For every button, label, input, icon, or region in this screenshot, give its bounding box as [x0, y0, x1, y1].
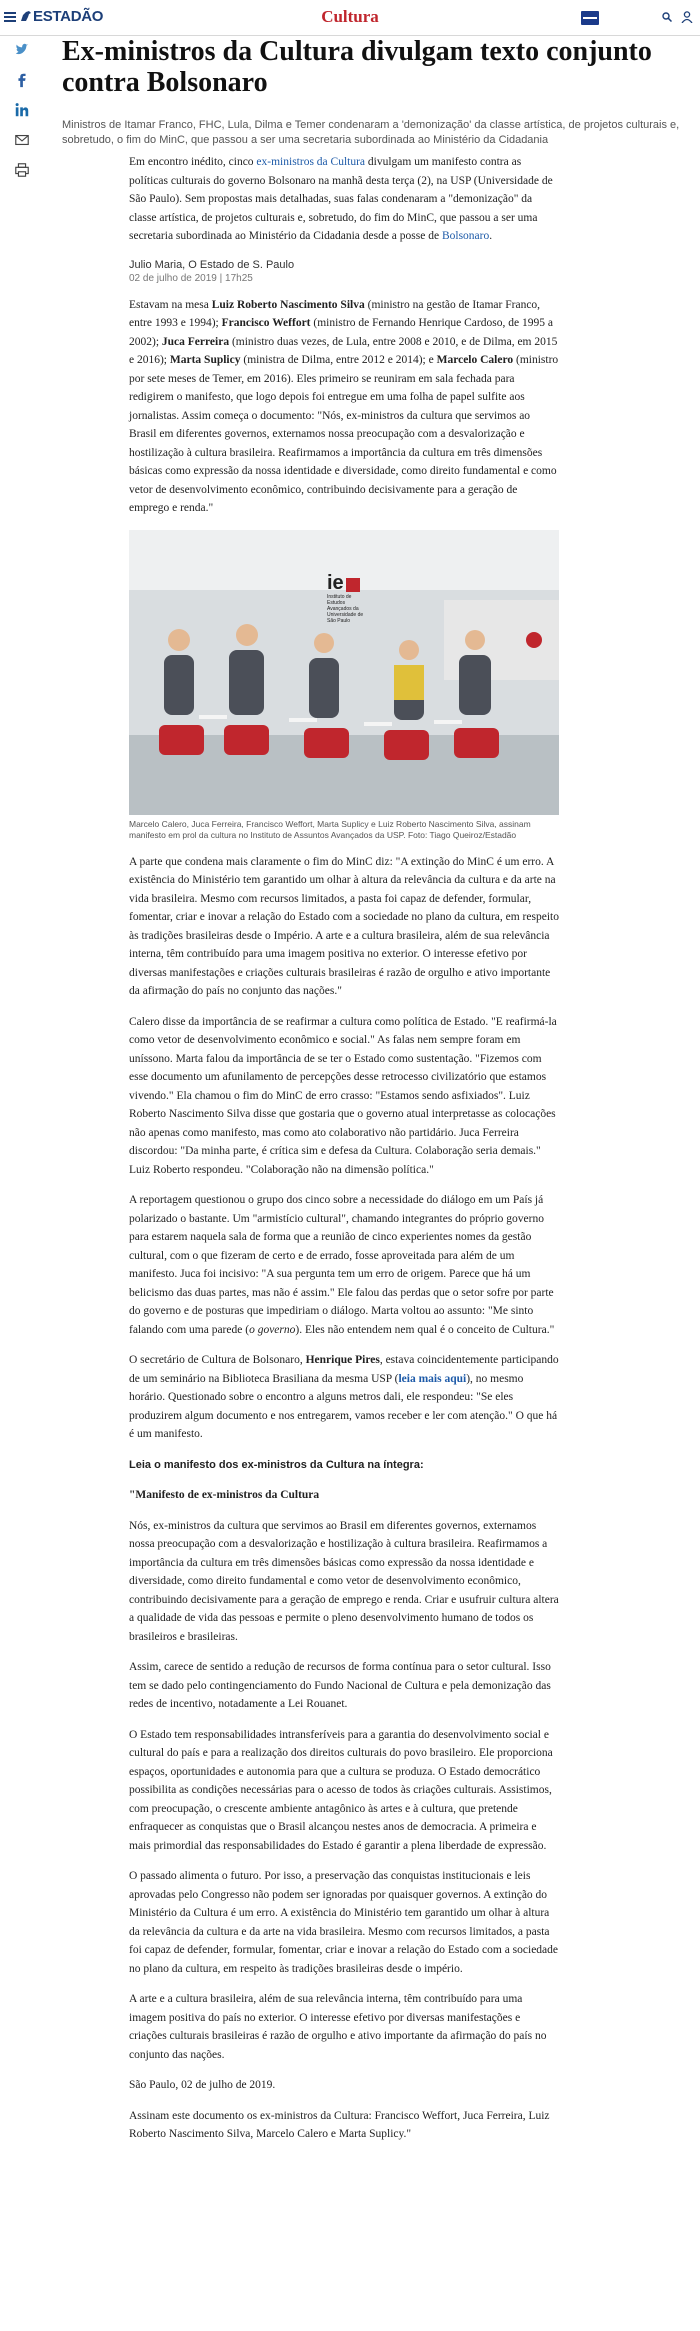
zeiss-ad-logo[interactable] [581, 11, 599, 25]
photo-caption: Marcelo Calero, Juca Ferreira, Francisco Weffort, Marta Suplicy e Luiz Roberto Nascimento Silva, assinam manifesto em prol da cultura no Instituto de Assuntos Avançados da USP. Foto: Tiago Queiroz/Estadão [129, 818, 531, 840]
article-title: Ex-ministros da Cultura divulgam texto conjunto contra Bolsonaro [62, 36, 652, 98]
logo-text: ESTADÃO [33, 8, 104, 25]
name-calero: Marcelo Calero [436, 354, 514, 366]
link-bolsonaro[interactable]: Bolsonaro [441, 230, 490, 242]
facebook-icon[interactable] [14, 72, 32, 90]
paragraph-3: Calero disse da importância de se reafirmar a cultura como política de Estado. "E reafirmá-la como vetor de desenvolvimento econômico e social." As falas nem sempre foram em uníssono. Marta falou da importância de se ter o Estado como sustentação. "Fizemos com esse documento um afunilamento de percepções desse retrocesso civilizatório que estamos vivendo." Ela chamou o fim do MinC de erro crasso: "Estamos sendo asfixiados". Luiz Roberto Nascimento Silva disse que gostaria que o governo atual interpretasse as colocações não apenas como manifesto, mas como ato colaborativo não partidário. Juca Ferreira discordou: "Da minha parte, é crítica sim e defesa da Cultura. Colaboração seria demais." Luiz Roberto respondeu. "Colaboração não na dimensão política." [129, 1015, 557, 1176]
text: (ministro por sete meses de Temer, em 2016). Eles primeiro se reuniram em sala fechada para redigirem o manifesto, que logo depois foi entregue em uma folha de papel sulfite aos jornalistas. Assim começa o documento: "Nós, ex-ministros da cultura que servimos ao Brasil em diferentes governos, externamos nossa preocupação com a desvalorização e hostilização à cultura brasileira. Reafirmamos a importância da cultura em três dimensões básicas como expressão da nossa identidade e diversidade, como direito fundamental e como vetor de desenvolvimento econômico, contribuindo decisivamente para a geração de emprego e renda." [129, 354, 559, 514]
text: O secretário de Cultura de Bolsonaro, [129, 1354, 306, 1366]
manifest-paragraph-3: O Estado tem responsabilidades intransferíveis para a garantia do desenvolvimento social e cultural do país e para a realização dos direitos culturais do povo brasileiro. Ele proporciona espaços, oportunidades e autonomia para que a cultura se produza. O Estado democrático possibilita as condições necessárias para o acesso de todos às criações culturais. Assistimos, com preocupação, o crescente ambiente antagônico às artes e à cultura, que pretende enfraquecer as conquistas que o Brasil alcançou nestes anos de democracia. A primeira e mais primordial das responsabilidades do Estado é garantir a plena liberdade de expressão. [129, 1728, 553, 1852]
article-subtitle: Ministros de Itamar Franco, FHC, Lula, Dilma e Temer condenaram a 'demonização' da classe artística, de projetos culturais e, sobretudo, o fim do MinC, que passou a ser uma secretaria subordinada ao Ministério da Cidadania [62, 119, 680, 146]
manifest-heading: Leia o manifesto dos ex-ministros da Cultura na íntegra: [129, 1458, 424, 1471]
name-weffort: Francisco Weffort [221, 317, 311, 329]
name-luiz-roberto: Luiz Roberto Nascimento Silva [211, 298, 365, 311]
byline: Julio Maria, O Estado de S. Paulo [129, 258, 295, 271]
twitter-icon[interactable] [14, 42, 32, 60]
user-icon[interactable] [681, 11, 693, 23]
text: (ministro duas vezes, de Lula, entre 2008 e 2010, e de Dilma, em 2015 e 2016); [129, 335, 558, 366]
text: A reportagem questionou o grupo dos cinco sobre a necessidade do diálogo em um País já polarizado o bastante. Um "armistício cultural", chamando integrantes do próprio governo para estarem naquela sala de forma que a reunião de cinco experientes nomes da gestão cultural, com o que fizeram de certo e de errado, fosse aproveitada para além de um manifesto. Juca foi incisivo: "A sua pergunta tem um erro de origem. Parece que há um belicismo das duas partes, mas não é assim." Ele falou das perdas que o setor sofre por parte do governo e de posturas que impediriam o diálogo. Marta voltou ao assunto: "Me sinto falando com uma parede ( [129, 1194, 554, 1336]
share-bar [14, 42, 36, 192]
manifest-paragraph-2: Assim, carece de sentido a redução de recursos de forma contínua para o setor cultural. Isso tem se dado pelo contingenciamento do Fundo Nacional de Cultura e pela demonização das redes de incentivo, notadamente a Lei Rouanet. [129, 1661, 551, 1710]
text: , estava coincidentemente participando de um seminário na Biblioteca Brasiliana da mesma USP ( [129, 1354, 559, 1385]
article-photo[interactable] [129, 530, 559, 815]
manifest-signatures: Assinam este documento os ex-ministros da Cultura: Francisco Weffort, Juca Ferreira, Luiz Roberto Nascimento Silva, Marcelo Calero e Marta Suplicy." [129, 2109, 550, 2140]
text: (ministra de Dilma, entre 2012 e 2014); e [240, 354, 437, 366]
print-icon[interactable] [14, 162, 32, 180]
manifest-place-date: São Paulo, 02 de julho de 2019. [129, 2079, 276, 2091]
lead-text-1: Em encontro inédito, cinco [129, 156, 257, 168]
link-leia-mais[interactable]: leia mais aqui [398, 1372, 467, 1385]
photo-sign [327, 572, 397, 624]
publish-date: 02 de julho de 2019 | 17h25 [129, 272, 253, 284]
paragraph-2: A parte que condena mais claramente o fim do MinC diz: "A extinção do MinC é um erro. A existência do Ministério tem garantido um olhar à altura da relevância da cultura e da arte na vida brasileira. Mesmo com recursos limitados, a pasta foi capaz de defender, formular, fomentar, criar e inovar a relação do Estado com a sociedade no plano da cultura, em respeito às tradições brasileiras desde o Império. A arte e a cultura brasileira, além de sua relevância interna, têm contribuído para uma imagem positiva no exterior. O interesse efetivo por diversas manifestações e criações culturais brasileiras é razão de orgulho e ativo importante da afirmação do país no conjunto das nações." [129, 855, 559, 997]
text: Estavam na mesa [129, 298, 212, 311]
text: ). Eles não entendem nem qual é o conceito de Cultura." [295, 1323, 555, 1336]
paragraph-4 [129, 1191, 559, 1339]
photo-sign-text: Instituto de Estudos Avançados da Universidade de São Paulo [327, 593, 364, 624]
paragraph-1 [129, 296, 559, 518]
manifest-title: "Manifesto de ex-ministros da Cultura [129, 1489, 320, 1501]
email-icon[interactable] [14, 132, 32, 150]
name-marta: Marta Suplicy [169, 354, 241, 366]
top-bar [0, 0, 700, 36]
article-body [129, 153, 559, 2156]
paragraph-5 [129, 1351, 559, 1444]
name-henrique-pires: Henrique Pires [305, 1354, 380, 1366]
name-juca: Juca Ferreira [161, 335, 230, 348]
manifest-paragraph-1: Nós, ex-ministros da cultura que servimos ao Brasil em diferentes governos, externamos nossa preocupação com a desvalorização e hostilização à cultura brasileira. Reafirmamos a importância da cultura em três dimensões básicas como expressão da nossa identidade e diversidade, como direito fundamental e como vetor de desenvolvimento econômico, contribuindo decisivamente para a geração de emprego e renda. Criar e usufruir cultura altera a qualidade de vida das pessoas e permite o pleno desenvolvimento humano de todos os brasileiros e brasileiras. [129, 1519, 559, 1643]
italic-text: o governo [249, 1323, 296, 1336]
lead-text-3: . [489, 230, 493, 242]
search-icon[interactable] [662, 12, 672, 22]
text: (ministro de Fernando Henrique Cardoso, de 1995 a 2002); [129, 317, 553, 348]
text: ), no mesmo horário. Questionado sobre o encontro a alguns metros dali, ele respondeu: "Se eles produzirem algum documento e nos entregarem, vamos receber e ler com atenção." O que há é um manifesto. [129, 1372, 558, 1440]
linkedin-icon[interactable] [14, 102, 32, 120]
lead-paragraph [129, 153, 559, 246]
manifest-paragraph-4: O passado alimenta o futuro. Por isso, a preservação das conquistas institucionais e leis aprovadas pelo Congresso não podem ser ignoradas por quaisquer governos. A extinção do Ministério da Cultura é um erro. A existência do Ministério tem garantido um olhar à altura da relevância da cultura e da arte na vida brasileira. Mesmo com recursos limitados, a pasta foi capaz de defender, formular, fomentar, criar e inovar a relação do Estado com a sociedade no plano da cultura, em respeito às tradições brasileiras desde o império. [129, 1870, 559, 1975]
link-ex-ministros[interactable]: ex-ministros da Cultura [256, 156, 366, 168]
text: (ministro na gestão de Itamar Franco, entre 1993 e 1994); [129, 298, 541, 329]
section-title[interactable]: Cultura [321, 7, 379, 26]
lead-text-2: divulgam um manifesto contra as políticas culturais do governo Bolsonaro na manhã desta terça (2), na USP (Universidade de São Paulo). Sem propostas mais detalhadas, suas falas condenaram a "demonização" da classe artística, de projetos culturais e, sobretudo, do fim do MinC, que passou a ser uma secretaria subordinada ao Ministério da Cidadania desde a posse de [129, 156, 553, 242]
photo-sign-logo: ie [327, 571, 344, 594]
manifest-paragraph-5: A arte e a cultura brasileira, além de sua relevância interna, têm contribuído para uma imagem positiva do país no exterior. O interesse efetivo por diversas manifestações e criações culturais brasileiras é razão de orgulho e ativo importante da afirmação do país no conjunto das nações. [129, 1993, 547, 2061]
